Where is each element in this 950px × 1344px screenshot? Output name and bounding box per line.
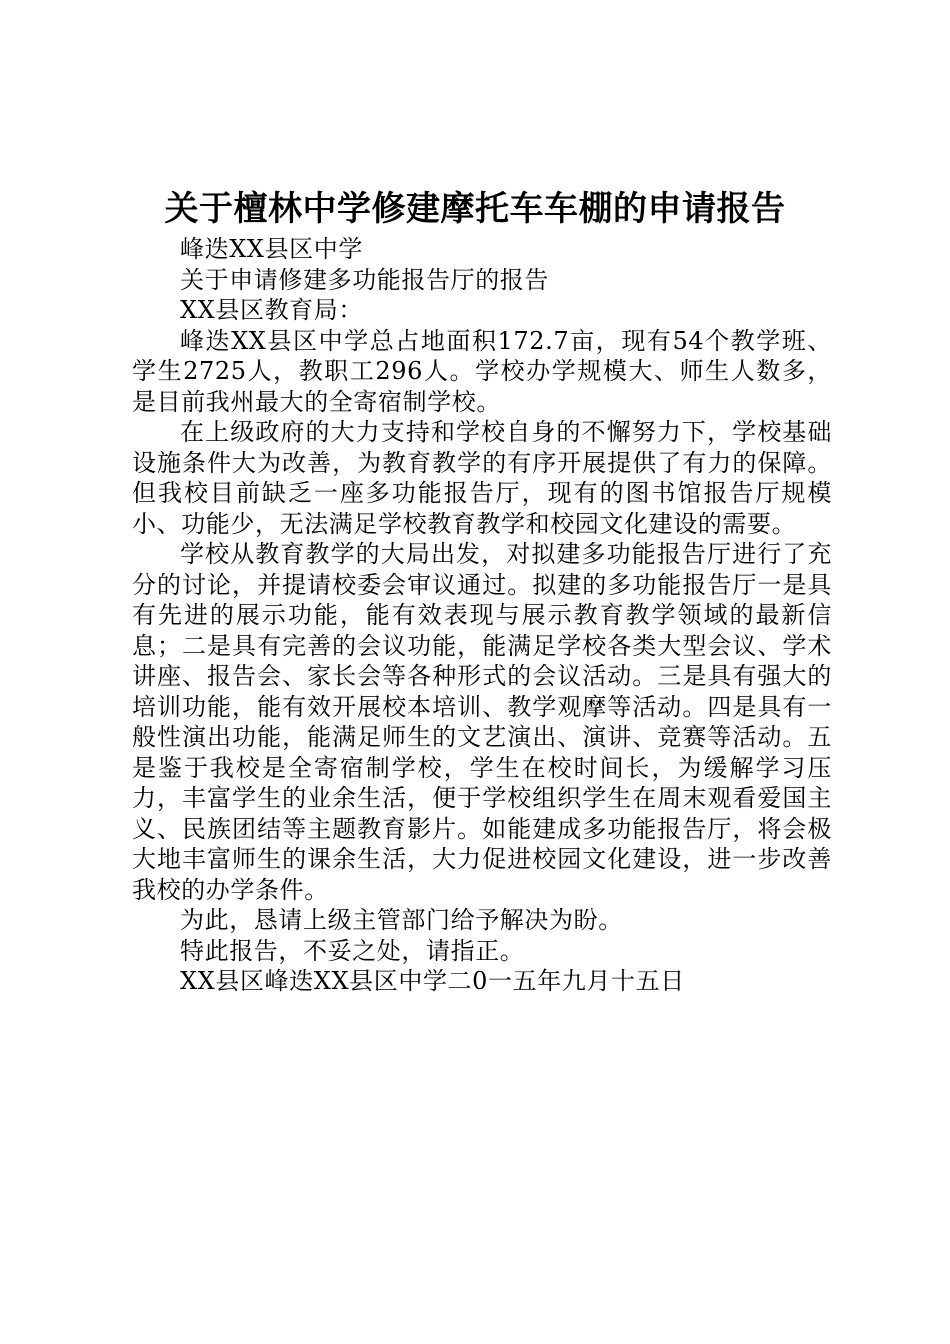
request-line: 为此，恳请上级主管部门给予解决为盼。	[180, 906, 623, 934]
signature-date-line: XX县区峰迭XX县区中学二0一五年九月十五日	[180, 967, 685, 995]
document-body	[132, 234, 832, 997]
paragraph-hall-functions: 学校从教育教学的大局出发，对拟建多功能报告厅进行了充分的讨论，并提请校委会审议通过。拟建的多功能报告厅一是具有先进的展示功能，能有效表现与展示教育教学领域的最新信息；二是具有完善的会议功能，能满足学校各类大型会议、学术讲座、报告会、家长会等各种形式的会议活动。三是具有强大的培训功能，能有效开展校本培训、教学观摩等活动。四是具有一般性演出功能，能满足师生的文艺演出、演讲、竞赛等活动。五是鉴于我校是全寄宿制学校，学生在校时间长，为缓解学习压力，丰富学生的业余生活，便于学校组织学生在周末观看爱国主义、民族团结等主题教育影片。如能建成多功能报告厅，将会极大地丰富师生的课余生活，大力促进校园文化建设，进一步改善我校的办学条件。	[132, 540, 832, 904]
paragraph-school-overview: 峰迭XX县区中学总占地面积172.7亩，现有54个教学班、学生2725人，教职工296人。学校办学规模大、师生人数多，是目前我州最大的全寄宿制学校。	[132, 326, 832, 416]
addressee-line: XX县区教育局：	[180, 296, 363, 324]
school-name-line: 峰迭XX县区中学	[180, 235, 363, 263]
closing-line: 特此报告，不妥之处，请指正。	[180, 936, 525, 965]
report-subject-line: 关于申请修建多功能报告厅的报告	[180, 265, 549, 294]
paragraph-current-situation: 在上级政府的大力支持和学校自身的不懈努力下，学校基础设施条件大为改善，为教育教学的有序开展提供了有力的保障。但我校目前缺乏一座多功能报告厅，现有的图书馆报告厅规模小、功能少，无法满足学校教育教学和校园文化建设的需要。	[132, 418, 832, 538]
document-title: 关于檀林中学修建摩托车车棚的申请报告	[164, 189, 786, 229]
